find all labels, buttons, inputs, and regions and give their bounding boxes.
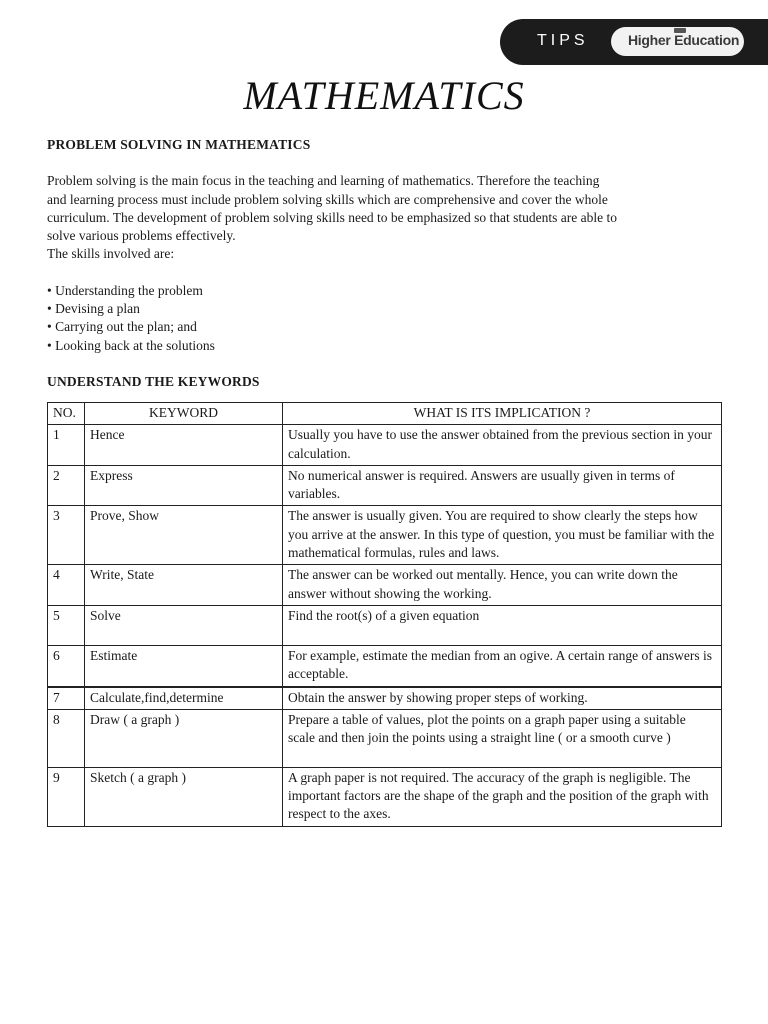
skills-list [47,282,727,355]
row-implication: Usually you have to use the answer obtained from the previous section in your calculation. [283,425,722,466]
row-keyword: Sketch ( a graph ) [85,767,283,826]
row-keyword: Draw ( a graph ) [85,709,283,767]
table-row [48,645,722,686]
intro-line: Problem solving is the main focus in the teaching and learning of mathematics. Therefore the teaching [47,173,600,189]
skills-list-item: • Devising a plan [47,300,727,318]
section-heading-keywords: UNDERSTAND THE KEYWORDS [47,373,260,389]
page-title: MATHEMATICS [243,73,525,118]
intro-line: and learning process must include problem solving skills which are comprehensive and cover the whole [47,191,608,207]
skills-list-item: • Carrying out the plan; and [47,318,727,336]
table-row [48,687,722,710]
table-row [48,465,722,506]
body-content [47,136,727,391]
row-keyword: Express [85,465,283,506]
row-keyword: Prove, Show [85,506,283,565]
row-implication: Prepare a table of values, plot the points on a graph paper using a suitable scale and then join the points using a straight line ( or a smooth curve ) [283,709,722,767]
table-row [48,425,722,466]
row-number: 1 [48,425,85,466]
intro-line: solve various problems effectively. [47,228,236,244]
table-row [48,709,722,767]
row-number: 8 [48,709,85,767]
row-implication: The answer can be worked out mentally. Hence, you can write down the answer without showing the working. [283,565,722,606]
row-keyword: Solve [85,605,283,645]
brand-logo-text: Higher Education [628,32,740,48]
intro-line: The skills involved are: [47,246,175,262]
row-number: 4 [48,565,85,606]
column-header-keyword: KEYWORD [85,403,283,425]
row-number: 6 [48,645,85,686]
skills-list-item: • Looking back at the solutions [47,337,727,355]
row-implication: Find the root(s) of a given equation [283,605,722,645]
table-row [48,506,722,565]
keywords-table [47,402,722,827]
row-number: 9 [48,767,85,826]
row-keyword: Write, State [85,565,283,606]
row-number: 3 [48,506,85,565]
row-keyword: Calculate,find,determine [85,687,283,710]
table-row [48,565,722,606]
row-number: 5 [48,605,85,645]
intro-line: curriculum. The development of problem solving skills need to be emphasized so that students are able to [47,209,617,225]
section-heading-problem-solving: PROBLEM SOLVING IN MATHEMATICS [47,137,311,152]
skills-list-item: • Understanding the problem [47,282,727,300]
row-implication: No numerical answer is required. Answers are usually given in terms of variables. [283,465,722,506]
tips-label: TIPS [537,32,589,49]
table-row [48,605,722,645]
table-row [48,767,722,826]
row-keyword: Estimate [85,645,283,686]
row-implication: Obtain the answer by showing proper steps of working. [283,687,722,710]
column-header-implication: WHAT IS ITS IMPLICATION ? [283,403,722,425]
intro-paragraph [47,172,727,263]
table-header-row [48,403,722,425]
row-implication: For example, estimate the median from an ogive. A certain range of answers is acceptable. [283,645,722,686]
row-implication: The answer is usually given. You are required to show clearly the steps how you arrive at the answer. In this type of question, you must be familiar with the mathematical formulas, rules and laws. [283,506,722,565]
row-keyword: Hence [85,425,283,466]
column-header-no: NO. [48,403,85,425]
row-implication: A graph paper is not required. The accuracy of the graph is negligible. The important factors are the shape of the graph and the position of the graph with respect to the axes. [283,767,722,826]
row-number: 7 [48,687,85,710]
row-number: 2 [48,465,85,506]
